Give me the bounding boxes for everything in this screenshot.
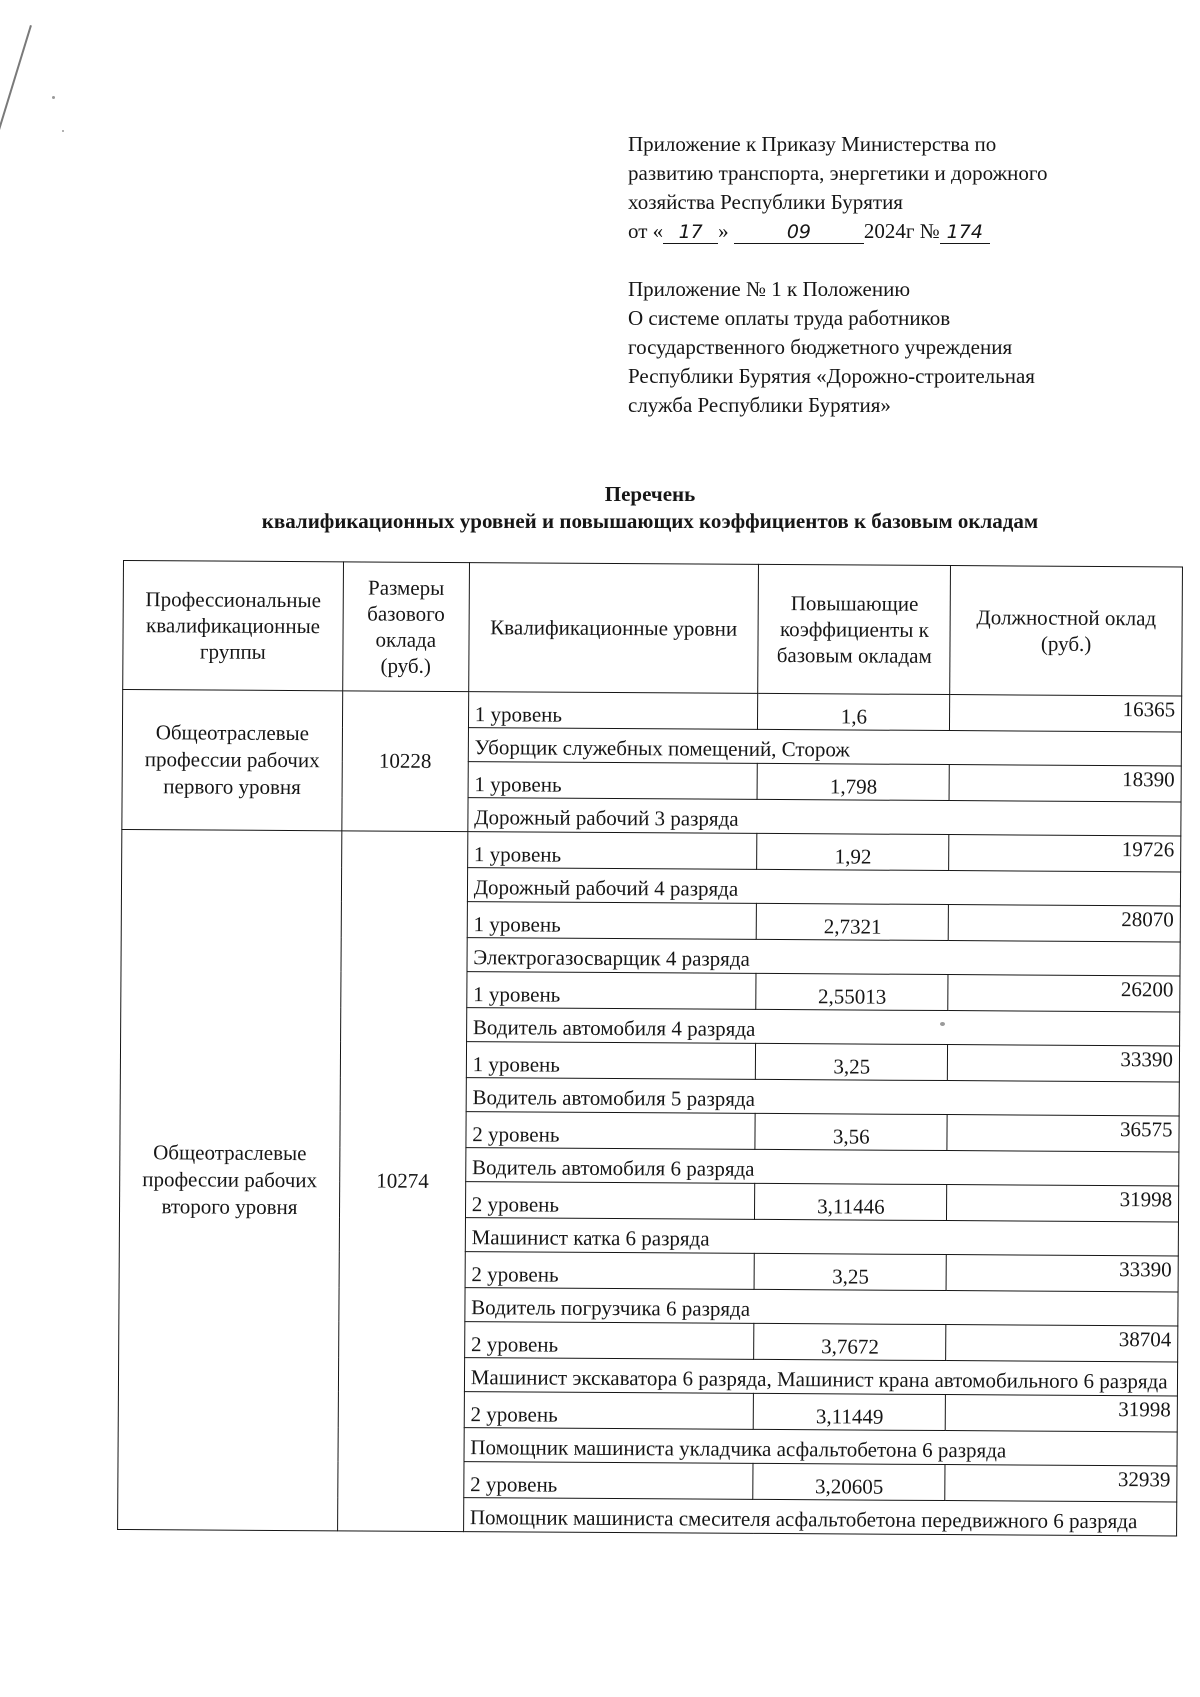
title-line: квалификационных уровней и повышающих коэффициентов к базовым окладам (261, 509, 1039, 533)
coef-cell: 3,20605 (753, 1463, 945, 1500)
handwritten-number: 174 (940, 221, 990, 244)
salary-cell: 32939 (945, 1465, 1177, 1502)
appendix-line: Приложение к Приказу Министерства по (628, 132, 997, 156)
positions-cell: Помощник машиниста смесителя асфальтобетона передвижного 6 разряда (463, 1498, 1176, 1536)
table-row (122, 829, 1181, 871)
positions-cell: Электрогазосварщик 4 разряда (467, 938, 1180, 976)
positions-cell: Водитель погрузчика 6 разряда (465, 1288, 1178, 1326)
coef-cell: 1,6 (758, 693, 950, 730)
salary-cell: 18390 (949, 765, 1181, 802)
appendix2-line: О системе оплаты труда работников (628, 306, 951, 330)
positions-cell: Водитель автомобиля 6 разряда (465, 1148, 1178, 1186)
level-cell: 2 уровень (464, 1322, 754, 1360)
level-cell: 1 уровень (466, 1042, 756, 1080)
handwritten-day: 17 (663, 221, 718, 244)
coef-cell: 1,798 (757, 763, 949, 800)
base-salary-cell: 10228 (342, 691, 469, 832)
appendix2-line: служба Республики Бурятия» (628, 393, 891, 417)
coef-cell: 3,56 (755, 1113, 947, 1150)
salary-cell: 36575 (947, 1115, 1179, 1152)
level-cell: 2 уровень (464, 1462, 754, 1500)
salary-cell: 19726 (949, 835, 1181, 872)
appendix-header (628, 130, 1148, 420)
handwritten-month: 09 (734, 221, 864, 244)
level-cell: 2 уровень (465, 1182, 755, 1220)
coef-cell: 3,25 (756, 1043, 948, 1080)
group-name-cell: Общеотраслевые профессии рабочих первого уровня (122, 690, 343, 831)
document-title (100, 481, 1200, 535)
appendix-line: хозяйства Республики Бурятия (628, 190, 903, 214)
coef-cell: 2,55013 (756, 973, 948, 1010)
coef-cell: 3,11446 (755, 1183, 947, 1220)
salary-cell: 33390 (946, 1255, 1178, 1292)
positions-cell: Машинист экскаватора 6 разряда, Машинист крана автомобильного 6 разряда (464, 1358, 1177, 1396)
level-cell: 1 уровень (467, 972, 757, 1010)
positions-cell: Водитель автомобиля 4 разряда (466, 1008, 1179, 1046)
coef-cell: 1,92 (757, 833, 949, 870)
positions-cell: Уборщик служебных помещений, Сторож (468, 728, 1181, 766)
salary-cell: 31998 (945, 1395, 1177, 1432)
positions-cell: Машинист катка 6 разряда (465, 1218, 1178, 1256)
header-base-salary: Размеры базового оклада (руб.) (343, 562, 470, 692)
salary-cell: 28070 (948, 905, 1180, 942)
positions-cell: Дорожный рабочий 3 разряда (468, 798, 1181, 836)
date-mid: » (718, 219, 729, 243)
level-cell: 1 уровень (467, 832, 757, 870)
coef-cell: 3,11449 (754, 1393, 946, 1430)
level-cell: 2 уровень (466, 1112, 756, 1150)
level-cell: 1 уровень (467, 902, 757, 940)
appendix2-line: Приложение № 1 к Положению (628, 277, 911, 301)
header-groups: Профессиональные квалификационные группы (123, 561, 344, 691)
header-coefficients: Повышающие коэффициенты к базовым окладам (758, 564, 951, 694)
salary-cell: 16365 (950, 695, 1182, 732)
positions-cell: Водитель автомобиля 5 разряда (466, 1078, 1179, 1116)
coef-cell: 3,25 (754, 1253, 946, 1290)
header-salary: Должностной оклад (руб.) (950, 566, 1183, 696)
scan-margin-line (0, 25, 32, 217)
salary-cell: 33390 (948, 1045, 1180, 1082)
salary-cell: 31998 (947, 1185, 1179, 1222)
salary-cell: 26200 (948, 975, 1180, 1012)
level-cell: 1 уровень (468, 692, 758, 730)
group-name-cell: Общеотраслевые профессии рабочих второго уровня (118, 829, 342, 1530)
level-cell: 2 уровень (465, 1252, 755, 1290)
appendix-line: развитию транспорта, энергетики и дорожного (628, 161, 1048, 185)
qualification-table (117, 560, 1183, 1536)
coef-cell: 3,7672 (754, 1323, 946, 1360)
scan-speck (52, 96, 55, 99)
header-levels: Квалификационные уровни (468, 563, 758, 694)
salary-cell: 38704 (946, 1325, 1178, 1362)
table-row (122, 690, 1181, 732)
table-header-row (123, 561, 1183, 696)
appendix-date-line (628, 217, 1148, 246)
level-cell: 1 уровень (468, 762, 758, 800)
title-line: Перечень (604, 482, 696, 506)
date-prefix: от « (628, 219, 664, 243)
coef-cell: 2,7321 (757, 903, 949, 940)
appendix2-line: Республики Бурятия «Дорожно-строительная (628, 364, 1035, 388)
positions-cell: Помощник машиниста укладчика асфальтобетона 6 разряда (464, 1428, 1177, 1466)
level-cell: 2 уровень (464, 1392, 754, 1430)
base-salary-cell: 10274 (337, 831, 467, 1532)
scan-speck (62, 130, 64, 132)
year-text: 2024г № (863, 219, 940, 243)
appendix2-line: государственного бюджетного учреждения (628, 335, 1013, 359)
positions-cell: Дорожный рабочий 4 разряда (467, 868, 1180, 906)
